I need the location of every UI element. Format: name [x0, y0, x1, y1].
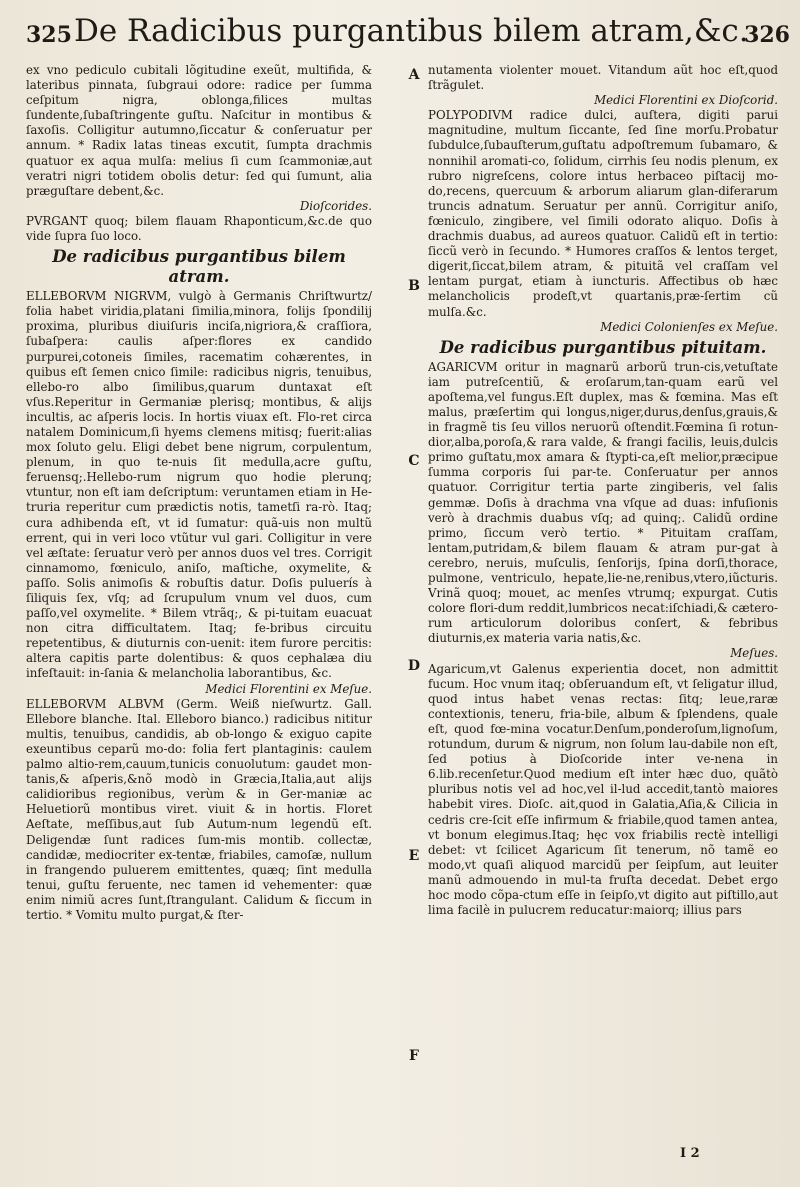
margin-letter: A [408, 67, 420, 83]
margin-letter: E [408, 848, 420, 864]
margin-letter: F [409, 1048, 419, 1064]
signature-mark: I 2 [680, 1146, 700, 1161]
text-paragraph: Agaricum,vt Galenus experientia docet, non admittit fucum. Hoc vnum itaq; obſeruandum eſt, vt ſeligatur illud, quod intus habet venas rectas: ſitq; leue,raræ contextionis, teneru, fria-bile, album & ſplendens, quale eſt, quod fœ-mina vocatur.Denſum,ponderoſum,lignoſum, rotundum, durum & nigrum, non ſolum lau-dabile non eſt, ſed potius à Dioſcoride inter ve-nena in 6.lib.recenſetur.Quod medium eſt inter hæc duo, quãtò pluribus notis vel ad hoc,vel il-lud accedit,tantò maiores habebit vires. Dioſc. ait,quod in Galatia,Aſia,& Cilicia in cedris cre-ſcit eſſe infirmum & friabile,quod tamen antea, vt bonum elegimus.Itaq; hęc vox friabilis rectè intelligi debet: vt ſcilicet Agaricum ſit tenerum, nõ tamẽ eo modo,vt quaſi aliquod marcidũ per ſeipſum, aut leuiter manũ admouendo in mul-ta fruſta decedat. Debet ergo hoc modo cõpa-ctum eſſe in ſeipſo,vt digito aut piſtillo,aut lima facilè in pulucrem reducatur:maiorq; illius pars [428, 661, 778, 918]
text-paragraph: ELLEBORVM ALBVM (Germ. Weiß nieſwurtz. Gall. Ellebore blanche. Ital. Elleboro bianco.) radicibus nititur multis, tenuibus, candidis, ab ob-longo & exiguo capite exeuntibus ceparũ mo-do: folia fert plantaginis: caulem palmo altio-rem,cauum,tunicis conuolutum: gaudet mon-tanis,& aſperis,&nõ modò in Græcia,Italia,aut alijs calidioribus regionibus, verùm & in Ger-maniæ ac Heluetiorũ montibus viret. viuit & in hortis. Floret Aeſtate, meſſibus,aut ſub Autum-num legendũ eſt. Deligendæ ſunt radices ſum-mis montib. collectæ, candidæ, mediocriter ex-tentæ, friabiles, camoſæ, nullum in frangendo puluerem emittentes, quæq; ſint medulla tenui, guſtu feruente, nec tamen id vehementer: quæ enim nimiũ acres ſunt,ſtrangulant. Calidum & ſiccum in tertio. * Vomitu multo purgat,& ſter- [26, 696, 372, 922]
source-citation: Dioſcorides. [299, 198, 372, 213]
margin-letter-column [404, 63, 424, 1178]
text-paragraph: AGARICVM oritur in magnarũ arborũ trun-cis,vetuſtate iam putreſcentiũ, & eroſarum,tan-quam earũ vel apoſtema,vel fungus.Eſt duplex, mas & fœmina. Mas eſt malus, præſertim qui longus,niger,durus,denſus,grauis,& in fragmẽ tis ſeu villos neruorũ oſtendit.Fœmina ſi rotun-dior,alba,poroſa,& rara valde, & frangi facilis, leuis,dulcis primo guſtatu,mox amara & ſtypti-ca,eſt melior,præcipue ſumma corporis ſui par-te. Conſeruatur per annos quatuor. Corrigitur tertia parte zingiberis, vel ſalis gemmæ. Doſis à drachma vna vſque ad duas: infuſionis verò à drachmis duabus vſq; ad quinq;. Calidũ ordine primo, ſiccum verò tertio. * Pituitam craſſam, lentam,putridam,& bilem flauam & atram pur-gat à cerebro, neruis, muſculis, ſenſorijs, ſpina dorſi,thorace, pulmone, ventriculo, hepate,lie-ne,renibus,vtero,iũcturis. Vrinã quoq; mouet, ac menſes vtrumq; expurgat. Cutis colore flori-dum reddit,lumbricos necat:iſchiadi,& cætero-rum articulorum doloribus conſert, & febribus diuturnis,ex materia varia natis,&c. [428, 359, 778, 646]
section-heading: De radicibus purgantibus bilem atram. [52, 247, 346, 287]
text-paragraph: PVRGANT quoq; bilem flauam Rhaponticum,&c.de quo vide ſupra ſuo loco. [26, 213, 372, 244]
text-paragraph: nutamenta violenter mouet. Vitandum aũt hoc eſt,quod ſtrãgulet. [428, 63, 778, 93]
page-number-left: 325 [26, 22, 72, 48]
text-paragraph: POLYPODIVM radice dulci, auſtera, digiti parui magnitudine, multum ſiccante, ſed ſine morſu.Probatur ſubdulce,ſubauſterum,guſtatu adpoſtremum ſubamaro, & nonnihil aromati-co, ſolidum, cirrhis ſeu nodis plenum, ex rubro nigreſcens, colore intus herbaceo piſtacij mo-do,recens, quercuum & arborum aliarum glan-diferarum truncis adnatum. Seruatur per annũ. Corrigitur aniſo, fœniculo, zingibere, vel ſimili odorato aliquo. Doſis à drachmis duabus, ad aureos quatuor. Calidũ eſt in tertio: ſiccũ verò in ſecundo. * Humores craſſos & lentos terget, digerit,ſiccat,bilem atram, & pituitã vel craſſam vel lentam purgat, etiam à iuncturis. Affectibus ob hæc melancholicis prodeſt,vt quartanis,præ-ſertim cũ mulſa.&c. [428, 108, 778, 319]
running-title: De Radicibus purgantibus bilem atram,&c. [74, 13, 749, 49]
margin-letter: B [408, 278, 420, 294]
text-paragraph: ELLEBORVM NIGRVM, vulgò à Germanis Chriſtwurtz/ folia habet viridia,platani ſimilia,minora, folijs ſpondilij proxima, pluribus diuiſuris inciſa,nigriora,& craſſiora, ſubaſpera: caulis aſper:flores ex candido purpurei,cotoneis ſimiles, racematim cohærentes, in quibus eſt ſemen cnico ſimile: radicibus nigris, tenuibus, ellebo-ro albo ſimilibus,quarum duntaxat eſt vſus.Reperitur in Germaniæ plerisq; montibus, & alijs incultis, ac aſperis locis. In hortis viuax eſt. Flo-ret circa natalem Dominicum,ſi hyems clemens mitisq; fuerit:alias mox ſoluto gelu. Eligi debet bene nigrum, corpulentum, plenum, in quo te-nuis ſit medulla,acre guſtu, feruensq;.Hellebo-rum nigrum quo hodie plerunq; vtuntur, non eſt iam deſcriptum: veruntamen etiam in He-truria reperitur cum prædictis notis, tametſi ra-rò. Itaq; cura adhibenda eſt, vt id ſumatur: quã-uis non multũ errent, qui in veri loco vtũtur vul gari. Colligitur in vere vel æſtate: ſeruatur verò per annos duos vel tres. Corrigit cinnamomo, fœniculo, aniſo, maſtiche, oxymelite, & paſſo. Solis animoſis & robuſtis datur. Doſis puluerís à ſiliquis ſex, vſq; ad ſcrupulum vnum vel duos, cum paſſo,vel oxymelite. * Bilem vtrãq;, & pi-tuitam euacuat non citra difficultatem. Itaq; fe-bribus circuitu repetentibus, & diuturnis con-uenit: item furore percitis: altera capitis parte dolentibus: & quos cephalæa diu infeſtauit: in-ſania & melancholia laborantibus, &c. [26, 289, 372, 681]
running-header [0, 0, 800, 66]
right-text-column [428, 63, 778, 1178]
page-number-right: 326 [744, 22, 790, 48]
source-citation: Medici Florentini ex Dioſcorid. [594, 93, 778, 108]
text-paragraph: ex vno pediculo cubitali lõgitudine exeũt, multifida, & lateribus pinnata, ſubgraui odore: radice per ſumma ceſpitum nigra, oblonga,filices multas ſundente,ſubaſtringente guſtu. Naſcitur in montibus & ſaxoſis. Colligitur autumno,ſiccatur & conſeruatur per annum. * Radix latas tineas excutit, ſumpta drachmis quatuor ex aqua mulſa: melius ſi cum ſcammoniæ,aut veratri nigri totidem obolis detur: ſed qui ſumunt, alia præguſtare debent,&c. [26, 63, 372, 198]
source-citation: Medici Florentini ex Meſue. [205, 681, 372, 696]
left-text-column [26, 63, 372, 1178]
section-heading: De radicibus purgantibus pituitam. [439, 337, 767, 357]
source-citation: Medici Colonienſes ex Meſue. [600, 319, 778, 334]
margin-letter: C [408, 453, 420, 469]
margin-letter: D [407, 658, 421, 674]
source-citation: Meſues. [730, 646, 778, 661]
